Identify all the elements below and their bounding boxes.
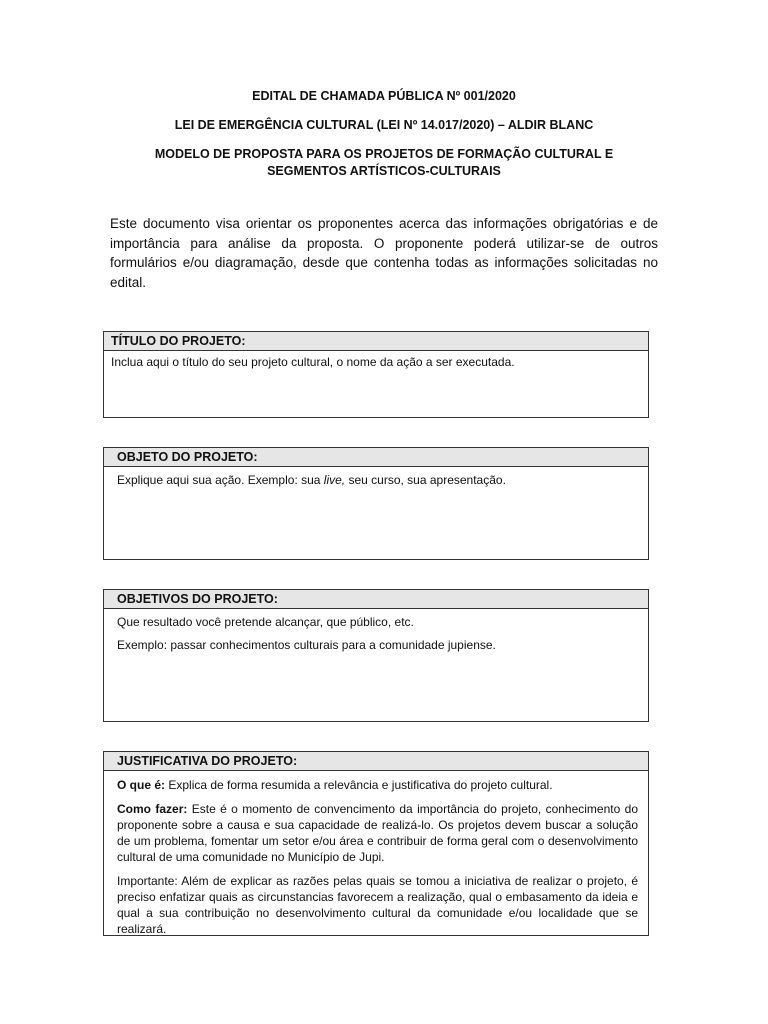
intro-paragraph: Este documento visa orientar os proponentes acerca das informações obrigatórias e de importância para análise da proposta. O proponente poderá utilizar-se de outros formulários e/ou diagramação, desde que contenha todas as informações solicitadas no edital. — [110, 216, 658, 290]
law-title: LEI DE EMERGÊNCIA CULTURAL (LEI Nº 14.017/2020) – ALDIR BLANC — [174, 118, 594, 132]
objetivos-hint-1: Que resultado você pretende alcançar, que público, etc. — [117, 615, 414, 629]
objeto-label: OBJETO DO PROJETO: — [104, 448, 648, 467]
edital-title: EDITAL DE CHAMADA PÚBLICA Nº 001/2020 — [252, 89, 516, 103]
justificativa-field[interactable] — [104, 771, 648, 937]
objetivos-hint-2: Exemplo: passar conhecimentos culturais para a comunidade jupiense. — [117, 638, 496, 652]
importante-paragraph: Importante: Além de explicar as razões pelas quais se tomou a iniciativa de realizar o projeto, é preciso enfatizar quais as circunstancias favorecem a realização, qual o embasamento da ideia e qual a sua contribuição no desenvolvimento cultural da comunidade e/ou localidade que se realizará. — [117, 874, 638, 936]
objeto-hint-end: seu curso, sua apresentação. — [345, 473, 506, 487]
model-title-line1: MODELO DE PROPOSTA PARA OS PROJETOS DE FORMAÇÃO CULTURAL E — [154, 147, 614, 161]
como-fazer-paragraph — [117, 801, 638, 865]
titulo-section — [103, 331, 649, 418]
objeto-section — [103, 447, 649, 560]
justificativa-label: JUSTIFICATIVA DO PROJETO: — [104, 752, 648, 771]
model-title-line2: SEGMENTOS ARTÍSTICOS-CULTURAIS — [267, 164, 501, 178]
titulo-field[interactable] — [104, 351, 648, 370]
objeto-field[interactable] — [104, 467, 648, 488]
justificativa-section — [103, 751, 649, 936]
objetivos-field[interactable] — [104, 609, 648, 653]
titulo-label: TÍTULO DO PROJETO: — [104, 332, 648, 351]
como-fazer-text: Este é o momento de convencimento da importância do projeto, conhecimento do proponente sobre a causa e sua capacidade de realizá-lo. Os projetos devem buscar a solução de um problema, fomentar um setor e/ou área e contribuir de forma geral com o desenvolvimento cultural de uma comunidade no Município de Jupi. — [117, 802, 638, 864]
objeto-hint-start: Explique aqui sua ação. Exemplo: sua — [117, 473, 324, 487]
objeto-hint-italic: live, — [323, 473, 346, 487]
objetivos-section — [103, 589, 649, 722]
objetivos-label: OBJETIVOS DO PROJETO: — [104, 590, 648, 609]
oque-paragraph — [117, 777, 638, 793]
oque-label: O que é: — [117, 778, 166, 792]
titulo-hint: Inclua aqui o título do seu projeto cultural, o nome da ação a ser executada. — [111, 355, 515, 369]
como-fazer-label: Como fazer: — [117, 802, 188, 816]
oque-text: Explica de forma resumida a relevância e justificativa do projeto cultural. — [165, 778, 553, 792]
